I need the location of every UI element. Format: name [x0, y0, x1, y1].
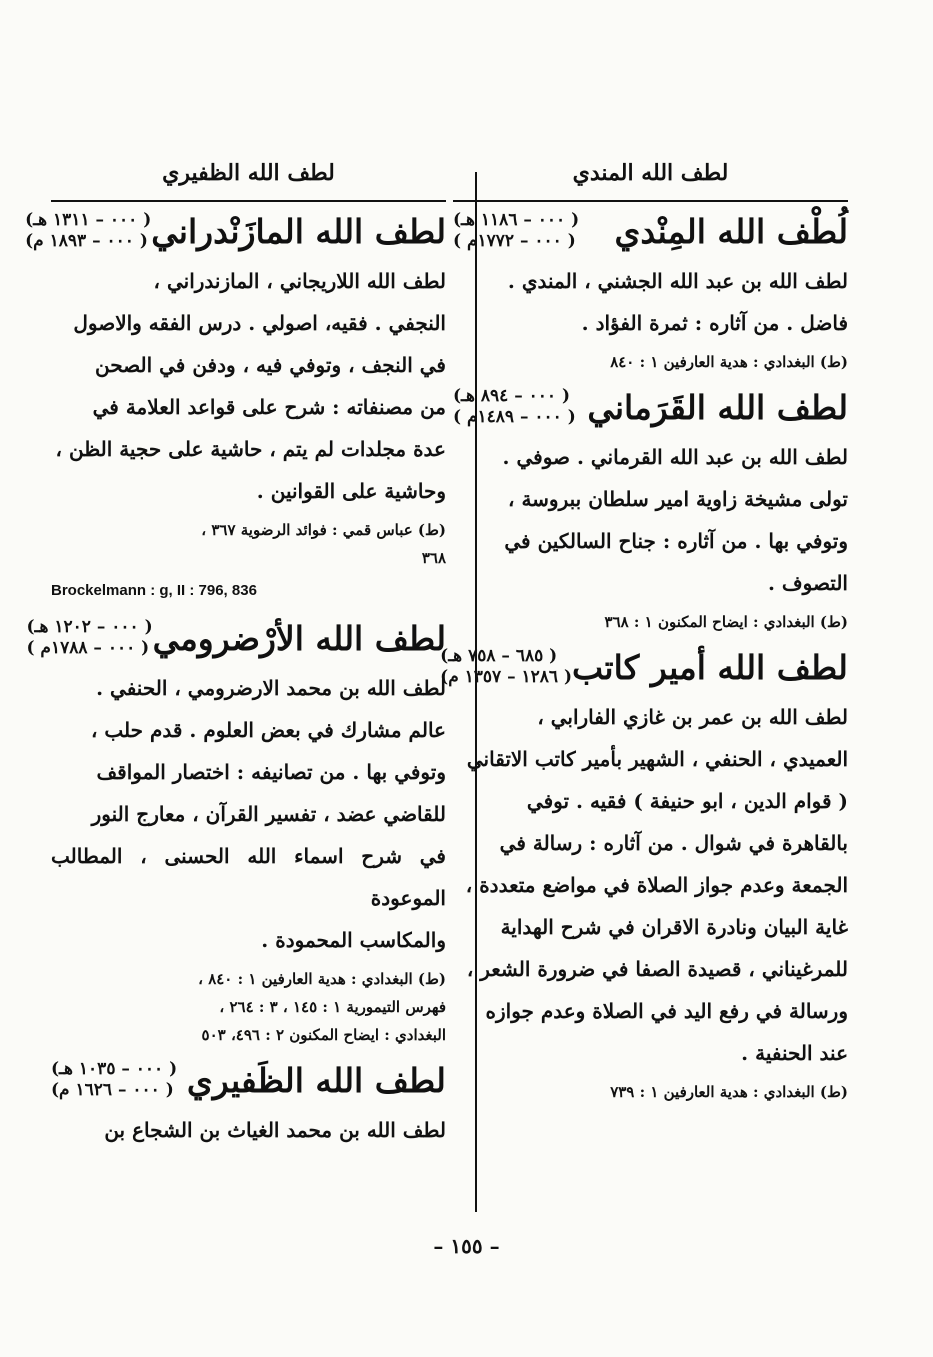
left-column-header: لطف الله الظفيري — [51, 160, 446, 202]
body-line: للقاضي عضد ، تفسير القرآن ، معارج النور — [91, 802, 446, 826]
entry-reference — [453, 608, 848, 636]
entry-dates — [440, 646, 572, 688]
reference-line: (ط) البغدادي : هدية العارفين ١ : ٨٤٠ ، — [198, 970, 446, 988]
body-line: وتوفي بها . من تصانيفه : اختصار المواقف — [96, 760, 446, 784]
date-hijri: ( ٠٠٠ – ١٠٣٥ هـ) — [51, 1059, 178, 1079]
reference-line: (ط) عباس قمي : فوائد الرضوية ٣٦٧ ، — [201, 521, 446, 539]
date-gregorian: ( ٠٠٠ – ١٧٨٨م ) — [26, 638, 150, 658]
entry-reference — [453, 348, 848, 376]
entry-lutfallah-amir-katib — [440, 646, 848, 1106]
body-line: لطف الله بن محمد الغياث بن الشجاع بن — [104, 1118, 446, 1142]
entry-lutfallah-al-arzurumi — [26, 617, 446, 1049]
date-hijri: ( ٠٠٠ – ٨٩٤ هـ) — [453, 386, 571, 406]
body-line: وتوفي بها . من آثاره : جناح السالكين في — [504, 529, 848, 553]
entry-body — [51, 260, 446, 512]
entry-name: لطف الله أمير كاتب — [572, 647, 848, 687]
entry-name: لطف الله المازَنْدراني — [151, 211, 446, 251]
body-line: للمرغيناني ، قصيدة الصفا في ضرورة الشعر ، — [466, 957, 848, 981]
entry-dates — [453, 386, 576, 428]
body-line: بالقاهرة في شوال . من آثاره : رسالة في — [499, 831, 848, 855]
entry-dates — [51, 1059, 177, 1101]
entry-reference — [453, 1078, 848, 1106]
body-line: العميدي ، الحنفي ، الشهير بأمير كاتب الاتقاني — [466, 747, 848, 771]
reference-line: فهرس التيمورية ١ : ١٤٥ ، ٣ : ٢٦٤ ، — [219, 998, 446, 1016]
body-line: فاضل . من آثاره : ثمرة الفؤاد . — [581, 311, 848, 335]
body-line: في شرح اسماء الله الحسنى ، المطالب الموعودة — [51, 844, 446, 910]
body-line: لطف الله بن عبد الله الجشني ، المندي . — [507, 269, 848, 293]
body-line: لطف الله بن عمر بن غازي الفارابي ، — [537, 705, 848, 729]
date-gregorian: ( ٠٠٠ – ١٤٨٩م ) — [453, 407, 576, 427]
left-column — [25, 160, 446, 1161]
right-column-header: لطف الله المندي — [453, 160, 848, 202]
body-line: عدة مجلدات لم يتم ، حاشية على حجية الظن ، — [55, 437, 446, 461]
date-hijri: ( ٦٨٥ – ٧٥٨ هـ) — [440, 646, 558, 666]
entry-name: لُطْف الله المِنْدي — [614, 211, 848, 251]
body-line: لطف الله بن محمد الارضرومي ، الحنفي . — [96, 676, 446, 700]
body-line: غاية البيان ونادرة الاقران في شرح الهداية — [500, 915, 848, 939]
date-hijri: ( ٠٠٠ – ١١٨٦ هـ) — [453, 210, 580, 230]
body-line: ورسالة في رفع اليد في الصلاة وعدم جوازه — [485, 999, 848, 1023]
entry-body — [51, 1109, 446, 1151]
entry-lutfallah-al-zafiri — [51, 1059, 446, 1151]
entry-name: لطف الله القَرَماني — [587, 387, 848, 427]
date-gregorian: ( ١٢٨٦ – ١٣٥٧ م) — [440, 667, 573, 687]
entry-dates — [25, 210, 151, 252]
body-line: في النجف ، وتوفي فيه ، ودفن في الصحن — [95, 353, 446, 377]
entry-body — [453, 436, 848, 604]
body-line: الجمعة وعدم جواز الصلاة في مواضع متعددة ، — [465, 873, 848, 897]
body-line: لطف الله اللاريجاني ، المازندراني ، — [153, 269, 446, 293]
entry-name: لطف الله الأرْضرومي — [152, 618, 446, 658]
entry-lutfallah-al-mazandarani — [25, 210, 446, 599]
entry-reference — [51, 516, 446, 572]
body-line: النجفي . فقيه، اصولي . درس الفقه والاصول — [73, 311, 446, 335]
body-line: التصوف . — [767, 571, 848, 595]
entry-dates — [26, 617, 152, 659]
body-line: عالم مشارك في بعض العلوم . قدم حلب ، — [91, 718, 446, 742]
body-line: لطف الله بن عبد الله القرماني . صوفي . — [502, 445, 848, 469]
date-gregorian: ( ٠٠٠ – ١٦٢٦ م) — [51, 1080, 174, 1100]
latin-reference: Brockelmann : g, II : 796, 836 — [51, 582, 257, 599]
body-line: عند الحنفية . — [741, 1041, 848, 1065]
date-hijri: ( ٠٠٠ – ١٢٠٢ هـ) — [26, 617, 153, 637]
body-line: ( قوام الدين ، ابو حنيفة ) فقيه . توفي — [526, 789, 848, 813]
entry-body — [51, 667, 446, 961]
date-gregorian: ( ٠٠٠ – ١٨٩٣ م) — [25, 231, 148, 251]
entry-reference — [51, 965, 446, 1049]
date-hijri: ( ٠٠٠ – ١٣١١ هـ) — [25, 210, 152, 230]
reference-line: ٣٦٨ — [421, 549, 446, 567]
entry-dates — [453, 210, 579, 252]
right-column — [440, 160, 848, 1116]
entry-body — [453, 260, 848, 344]
body-line: وحاشية على القوانين . — [256, 479, 446, 503]
reference-line: (ط) البغدادي : هدية العارفين ١ : ٧٣٩ — [610, 1083, 848, 1101]
page-number: – ١٥٥ – — [433, 1234, 500, 1258]
body-line: والمكاسب المحمودة . — [261, 928, 446, 952]
entry-lutfallah-al-mindi — [453, 210, 848, 376]
entry-name: لطف الله الظَفيري — [186, 1060, 446, 1100]
entry-lutfallah-al-qaramani — [453, 386, 848, 636]
reference-line: (ط) البغدادي : هدية العارفين ١ : ٨٤٠ — [610, 353, 848, 371]
body-line: تولى مشيخة زاوية امير سلطان ببروسة ، — [508, 487, 848, 511]
reference-line: البغدادي : ايضاح المكنون ٢ : ٤٩٦، ٥٠٣ — [201, 1026, 446, 1044]
body-line: من مصنفاته : شرح على قواعد العلامة في — [92, 395, 446, 419]
entry-body — [453, 696, 848, 1074]
date-gregorian: ( ٠٠٠ – ١٧٧٢م ) — [453, 231, 576, 251]
reference-line: (ط) البغدادي : ايضاح المكنون ١ : ٣٦٨ — [604, 613, 848, 631]
